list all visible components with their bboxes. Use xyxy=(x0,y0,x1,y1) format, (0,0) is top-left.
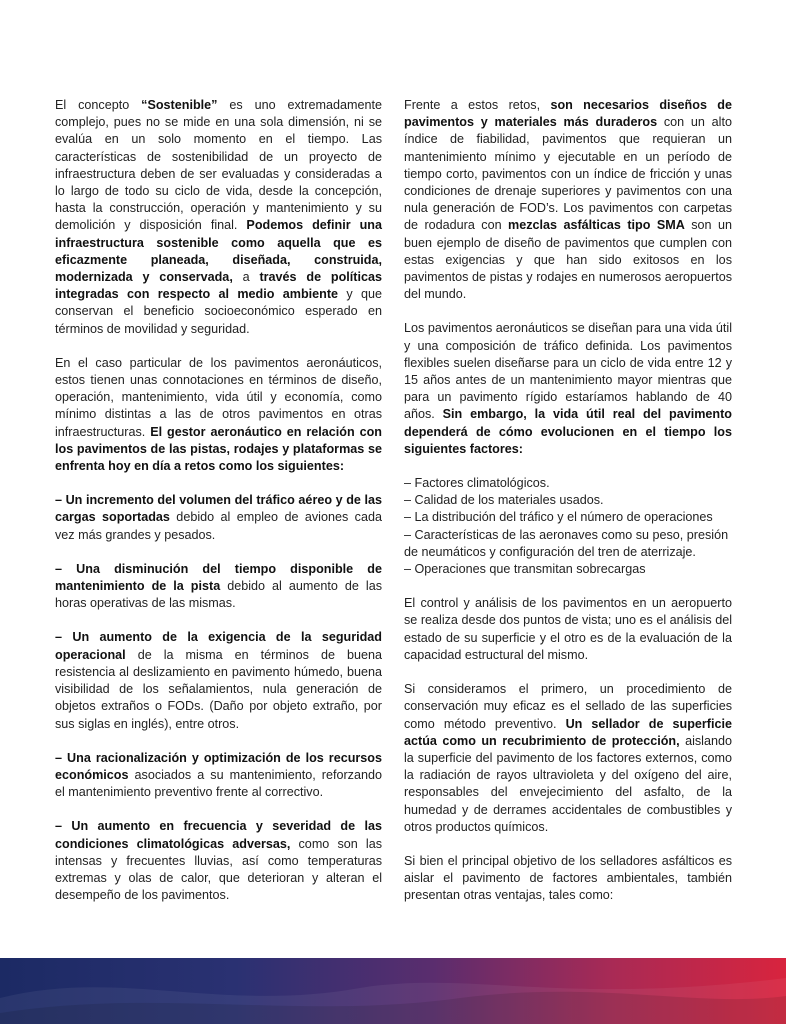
bold-text: Un sellador de superficie actúa como un recubrimiento de protección, xyxy=(404,716,732,748)
bold-text: través de políticas integradas con respecto al medio ambiente xyxy=(55,270,382,302)
text: con un alto índice de fiabilidad, pavimentos que requieran un mantenimiento mínimo y ejecutable en un período de tiempo corto, pavimentos con un índice de fricción y unas condiciones de drenaje superiores y pavimentos con una nula generación de FOD’s. Los pavimentos con carpetas de rodadura con xyxy=(404,115,732,233)
challenge-climate xyxy=(55,818,382,904)
text: son un buen ejemplo de diseño de pavimentos que cumplen con estas exigencias y que han sido exitosos en los pavimentos de pistas y rodajes en numerosos aeropuertos del mundo. xyxy=(404,218,732,302)
bold-text: – Un aumento de la exigencia de la seguridad operacional xyxy=(55,630,382,662)
list-item: – Factores climatológicos. xyxy=(404,476,550,491)
text: El control y análisis de los pavimentos en un aeropuerto se realiza desde dos puntos de vista; uno es el análisis del estado de su superficie y el otro es de la evaluación de la capacidad estructural del mismo. xyxy=(404,596,732,662)
bold-text: – Un aumento en frecuencia y severidad de las condiciones climatológicas adversas, xyxy=(55,819,382,851)
text: Los pavimentos aeronáuticos se diseñan para una vida útil y una composición de tráfico definida. Los pavimentos flexibles suelen diseñarse para un ciclo de vida entre 12 y 15 años antes de un mantenimiento mayor mientras que para un pavimento rígido estaríamos hablando de 40 años. xyxy=(404,321,732,422)
text: de la misma en términos de buena resistencia al deslizamiento en pavimento húmedo, buena visibilidad de los señalamientos, nula generación de objetos extraños o FODs. (Daño por objeto extraño, por sus siglas en inglés), entre otros. xyxy=(55,647,382,731)
bold-text: – Una racionalización y optimización de los recursos económicos xyxy=(55,750,382,782)
list-item: – La distribución del tráfico y el número de operaciones xyxy=(404,510,713,525)
paragraph-control-analysis xyxy=(404,595,732,664)
challenge-maintenance-time xyxy=(55,561,382,613)
left-column xyxy=(55,97,382,921)
paragraph-aeronautical-pavements xyxy=(55,355,382,475)
text: aislando la superficie del pavimento de los factores externos, como la radiación de rayos ultravioleta y del oxígeno del aire, responsables del envejecimiento del asfalto, de la humedad y de derrames accidentales de combustibles y otros productos químicos. xyxy=(404,733,732,834)
paragraph-design-life xyxy=(404,320,732,458)
text: debido al empleo de aviones cada vez más grandes y pesados. xyxy=(55,510,382,542)
list-item: – Calidad de los materiales usados. xyxy=(404,493,604,508)
factors-list xyxy=(404,475,732,578)
text: y que conservan el beneficio socioeconómico esperado en términos de movilidad y seguridad. xyxy=(55,287,382,336)
footer-wave-decoration xyxy=(0,958,786,1024)
text: asociados a su mantenimiento, reforzando el mantenimiento preventivo frente al correctivo. xyxy=(55,767,382,800)
paragraph-durable-designs xyxy=(404,97,732,303)
text: Frente a estos retos, xyxy=(404,98,551,112)
bold-text: Podemos definir una infraestructura sostenible como aquella que es eficazmente planeada, diseñada, construida, modernizada y conservada, xyxy=(55,218,382,285)
right-column xyxy=(404,97,732,922)
bold-text: “Sostenible” xyxy=(141,98,218,112)
bold-text: Sin embargo, la vida útil real del pavimento dependerá de cómo evolucionen en el tiempo los siguientes factores: xyxy=(404,407,732,456)
text: como son las intensas y frecuentes lluvias, así como temperaturas extremas y olas de calor, que deterioran y alteran el desempeño de los pavimentos. xyxy=(55,836,382,903)
challenge-resources xyxy=(55,750,382,802)
paragraph-sustainability xyxy=(55,97,382,338)
text: es uno extremadamente complejo, pues no se mide en una sola dimensión, ni se evalúa en un solo momento en el tiempo. Las características de sostenibilidad de un proyecto de infraestructura deben de ser evaluadas y consideradas a lo largo de todo su ciclo de vida, desde la concepción, hasta la construcción, operación y mantenimiento y su demolición y disposición final. xyxy=(55,98,383,233)
list-item: – Operaciones que transmitan sobrecargas xyxy=(404,562,646,577)
paragraph-sealer-advantages xyxy=(404,853,732,905)
text: En el caso particular de los pavimentos aeronáuticos, estos tienen unas connotaciones en términos de diseño, operación, mantenimiento, vida útil y economía, como mínimo distintas a las de otros pavimentos en otras infraestructuras. xyxy=(55,355,382,439)
bold-text: son necesarios diseños de pavimentos y materiales más duraderos xyxy=(404,98,732,130)
text: a xyxy=(232,270,260,285)
text: Si bien el principal objetivo de los selladores asfálticos es aislar el pavimento de factores ambientales, también presentan otras ventajas, tales como: xyxy=(404,853,732,903)
text: El concepto xyxy=(55,98,142,112)
bold-text: – Un incremento del volumen del tráfico aéreo y de las cargas soportadas xyxy=(55,493,382,525)
list-item: – Características de las aeronaves como su peso, presión de neumáticos y configuración del tren de aterrizaje. xyxy=(404,527,729,559)
paragraph-sealing xyxy=(404,681,732,836)
challenge-traffic xyxy=(55,492,382,544)
text: debido al aumento de las horas operativas de las mismas. xyxy=(55,579,383,611)
bold-text: – Una disminución del tiempo disponible de mantenimiento de la pista xyxy=(55,561,382,594)
bold-text: El gestor aeronáutico en relación con los pavimentos de las pistas, rodajes y plataformas se enfrenta hoy en día a retos como los siguientes: xyxy=(55,424,382,474)
challenge-safety xyxy=(55,629,382,732)
bold-text: mezclas asfálticas tipo SMA xyxy=(508,218,685,233)
footer-gradient-band xyxy=(0,958,786,1024)
text: Si consideramos el primero, un procedimiento de conservación muy eficaz es el sellado de las superficies como método preventivo. xyxy=(404,682,732,731)
